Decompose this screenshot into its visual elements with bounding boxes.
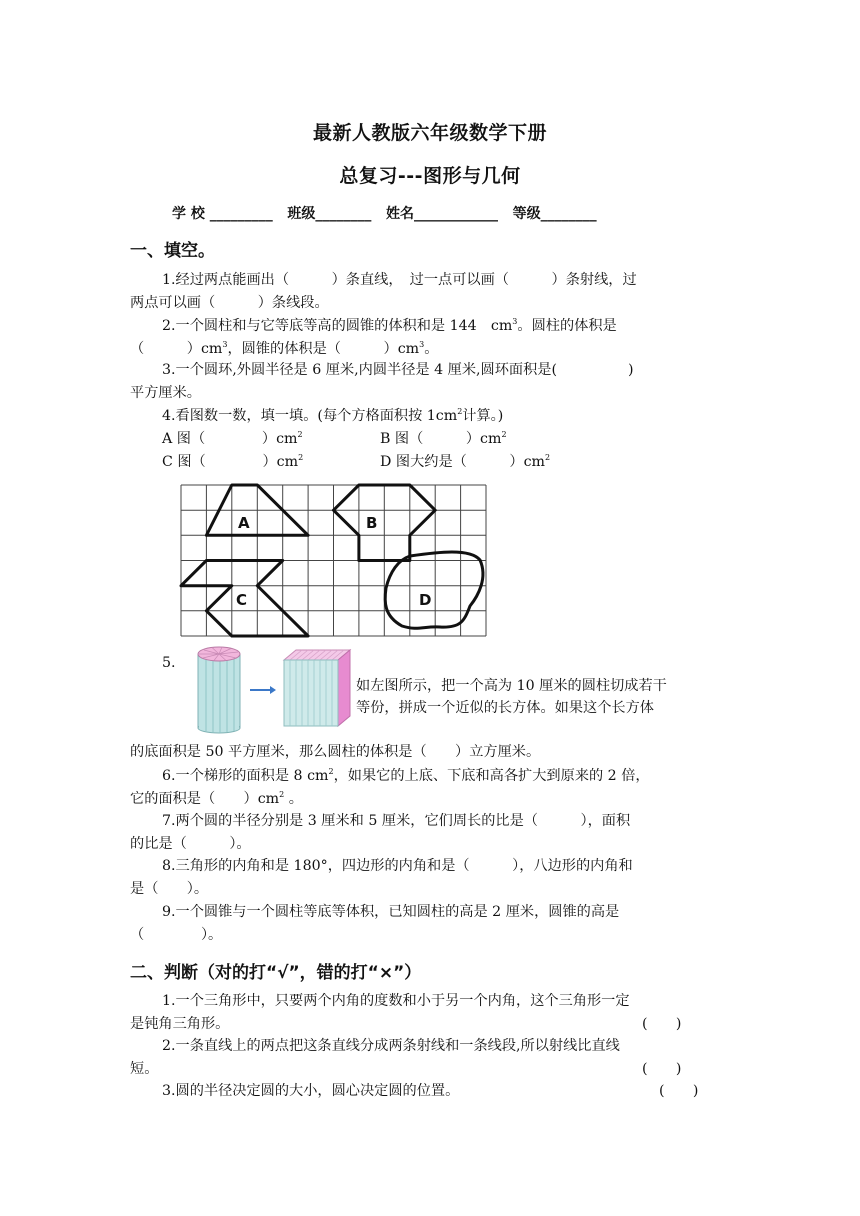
q8-line-2: 是（ ）。 [130,881,209,897]
page-subtitle: 总复习---图形与几何 [339,165,521,187]
q5-text-line-2: 等份，拼成一个近似的长方体。如果这个长方体 [356,700,654,716]
judge-1-line-1: 1.一个三角形中，只要两个内角的度数和小于另一个内角，这个三角形一定 [162,993,630,1009]
q8-line-1: 8.三角形的内角和是 180°，四边形的内角和是（ ），八边形的内角和 [162,858,633,874]
judge-2-answer[interactable]: ( ) [642,1061,682,1077]
shape-c-label: C [236,591,248,609]
q3-line-1: 3.一个圆环,外圆半径是 6 厘米,内圆半径是 4 厘米,圆环面积是( ) [162,362,634,378]
q6-line-2: 它的面积是（ ）$cm^2$ 。 [130,790,303,807]
q3-line-2: 平方厘米。 [130,385,201,401]
q5-text-line-1: 如左图所示，把一个高为 10 厘米的圆柱切成若干 [356,678,667,694]
q4-answer-d: D 图大约是（ ）$cm^2$ [380,453,551,470]
shape-d [385,552,483,628]
shape-a-label: A [238,514,250,532]
shape-b-label: B [366,514,378,532]
q7-line-1: 7.两个圆的半径分别是 3 厘米和 5 厘米，它们周长的比是（ ），面积 [162,813,631,829]
judge-3-answer[interactable]: ( ) [659,1083,699,1099]
q5-text-line-3: 的底面积是 50 平方厘米，那么圆柱的体积是（ ）立方厘米。 [130,744,541,760]
q9-line-1: 9.一个圆锥与一个圆柱等底等体积，已知圆柱的高是 2 厘米，圆锥的高是 [162,904,620,920]
shape-d-label: D [419,591,432,609]
q4-answer-c: C 图（ ）$cm^2$ [162,453,304,470]
q4-answer-a: A 图（ ）$cm^2$ [162,430,303,447]
q9-line-2: （ ）。 [130,927,223,943]
judge-1-line-2: 是钝角三角形。 [130,1016,230,1032]
page-title: 最新人教版六年级数学下册 [312,122,547,144]
cylinder-to-prism-figure [192,640,352,735]
judge-2-line-1: 2.一条直线上的两点把这条直线分成两条射线和一条线段,所以射线比直线 [162,1038,620,1054]
q1-line-2: 两点可以画（ ）条线段。 [130,295,329,311]
q4-line-1: 4.看图数一数，填一填。(每个方格面积按 $1cm^2$计算。) [162,407,504,424]
arrow-icon [250,686,276,694]
q2-line-1: 2.一个圆柱和与它等底等高的圆锥的体积和是 144 $cm^3$。圆柱的体积是 [162,317,617,334]
grid-figure [175,478,491,638]
q2-line-2: （ ）$cm^3$，圆锥的体积是（ ）$cm^3$。 [130,340,439,357]
q7-line-2: 的比是（ ）。 [130,836,251,852]
q6-line-1: 6.一个梯形的面积是 8 $cm^2$，如果它的上底、下底和高各扩大到原来的 2 倍， [162,767,650,784]
judge-1-answer[interactable]: ( ) [642,1016,682,1032]
section-1-heading: 一、填空。 [130,241,215,261]
student-info-line: 学 校 _________ 班级________ 姓名____________ 等级________ [172,206,597,222]
judge-3-line: 3.圆的半径决定圆的大小，圆心决定圆的位置。 [162,1083,460,1099]
section-2-heading: 二、判断（对的打“√”，错的打“×”） [130,963,422,983]
prism-icon [284,650,350,726]
q1-line-1: 1.经过两点能画出（ ）条直线， 过一点可以画（ ）条射线，过 [162,272,637,288]
q5-number: 5. [162,655,176,671]
q4-answer-b: B 图（ ）$cm^2$ [380,430,507,447]
cylinder-icon [198,647,240,733]
judge-2-line-2: 短。 [130,1061,159,1077]
